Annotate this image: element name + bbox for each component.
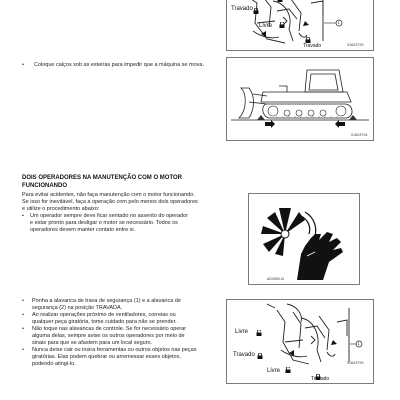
callout-number: 1 [357, 340, 360, 346]
paragraph-calcos: Coloque calços sob as esteiras para impedir que a máquina se mova. [34, 62, 204, 68]
text-line: segurança (2) na posição TRAVADA. [32, 305, 123, 311]
text-line: qualquer peça giratória, tome cuidado para não se prender. [32, 319, 177, 325]
list-item [22, 312, 234, 326]
figure-code: AD055210 [267, 277, 285, 281]
text-line: alguma delas, sempre avise os outros operadores por meio de [32, 333, 185, 339]
text-line: Um operador sempre deve ficar sentado no assento do operador [30, 213, 189, 219]
figure-code: 9JA03794 [351, 133, 368, 137]
bulldozer-drawing [227, 58, 373, 140]
text-line: Para evitar acidentes, não faça manutenção com o motor funcionando. [22, 192, 195, 198]
label-travado: Travado [303, 43, 322, 49]
text-line: Nunca deixe cair ou insira ferramentas ou outros objetos nas peças [32, 347, 197, 353]
padlock-open-icon [277, 0, 283, 2]
text-line: podendo atingi-lo. [32, 361, 76, 367]
text-line: Ponha a alavanca de trava de segurança (1) e a alavanca de [32, 298, 181, 304]
text-line: Não toque nas alavancas de controle. Se for necessário operar [32, 326, 187, 332]
heading-line: FUNCIONANDO [22, 182, 67, 189]
padlock-open-icon [256, 330, 262, 336]
label-travado: Travado [311, 376, 330, 382]
bullet: • [22, 326, 24, 332]
list-item [22, 347, 234, 368]
figure-code: 9JA03793 [347, 43, 364, 47]
label-livre: Livre [259, 23, 273, 29]
padlock-open-icon [285, 367, 291, 373]
text-line: operadores devem manter contato entre si. [30, 227, 136, 233]
callout-number: 1 [337, 19, 340, 25]
label-livre: Livre [267, 368, 281, 374]
list-item [22, 298, 234, 312]
text-line: Se isso for inevitável, faça a operação com pelo menos dois operadores [22, 199, 198, 205]
figure-code: 9JA03793 [347, 361, 364, 365]
bullet: • [22, 312, 24, 318]
text-line: e estar pronto para desligar o motor se necessário. Todos os [30, 220, 178, 226]
bullet-list [22, 298, 234, 368]
label-travado: Travado [233, 352, 255, 358]
text-line: giratórias. Elas podem quebrar ou arremessar esses objetos, [32, 354, 181, 360]
section-heading [22, 175, 242, 190]
bullet: • [22, 62, 24, 68]
text-line: Ao realizar operações próximo de ventiladores, correias ou [32, 312, 176, 318]
figure-lock-levers-bottom [226, 299, 374, 384]
heading-line: DOIS OPERADORES NA MANUTENÇÃO COM O MOTOR [22, 175, 183, 181]
figure-lock-levers-top [226, 0, 374, 51]
text-line: e utilize o procedimento abaixo: [22, 206, 100, 212]
label-livre [257, 0, 270, 1]
text-line: sinais para que se afastem para um local seguro. [32, 340, 153, 346]
bullet: • [22, 298, 24, 304]
padlock-closed-icon [253, 8, 259, 14]
padlock-closed-icon [257, 353, 263, 359]
list-item [22, 326, 234, 347]
figure-fan-warning [248, 193, 360, 285]
padlock-open-icon [279, 22, 285, 28]
bullet: • [22, 347, 24, 353]
lock-levers-drawing [227, 300, 373, 383]
fan-hand-warning-drawing [249, 194, 359, 284]
bullet: • [22, 213, 24, 219]
figure-bulldozer [226, 57, 374, 141]
label-livre: Livre [235, 329, 249, 335]
bullet-paragraph [30, 213, 250, 234]
intro-paragraph [22, 192, 242, 213]
label-travado: Travado [231, 6, 253, 12]
